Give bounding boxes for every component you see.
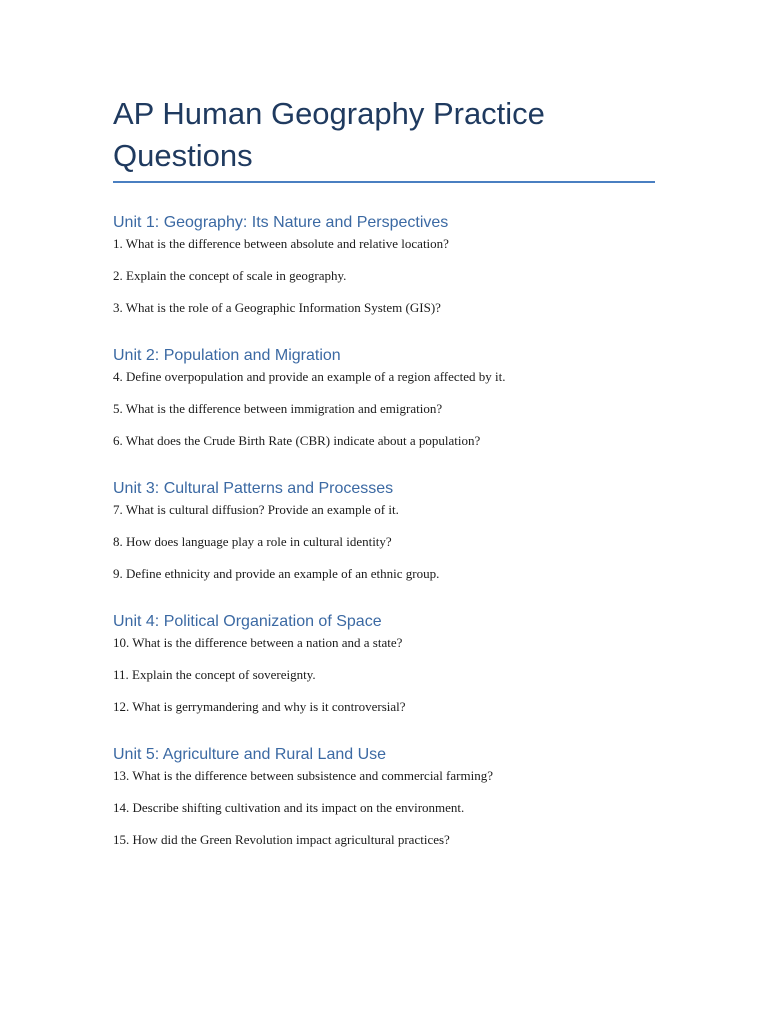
unit-section-3 xyxy=(113,479,656,582)
document-page xyxy=(113,93,656,848)
unit-heading: Unit 4: Political Organization of Space xyxy=(113,613,382,630)
unit-heading: Unit 1: Geography: Its Nature and Perspectives xyxy=(113,214,449,231)
question-item: 7. What is cultural diffusion? Provide an example of it. xyxy=(113,502,399,517)
unit-section-4 xyxy=(113,612,656,715)
question-item: 1. What is the difference between absolute and relative location? xyxy=(113,236,449,251)
unit-section-5 xyxy=(113,745,656,848)
question-item: 6. What does the Crude Birth Rate (CBR) indicate about a population? xyxy=(113,433,481,448)
question-item: 14. Describe shifting cultivation and its impact on the environment. xyxy=(113,800,465,815)
question-item: 13. What is the difference between subsistence and commercial farming? xyxy=(113,768,493,783)
question-item: 15. How did the Green Revolution impact agricultural practices? xyxy=(113,832,450,847)
document-title: AP Human Geography Practice Questions xyxy=(113,96,545,173)
question-item: 9. Define ethnicity and provide an example of an ethnic group. xyxy=(113,566,440,581)
question-item: 12. What is gerrymandering and why is it controversial? xyxy=(113,699,406,714)
unit-heading: Unit 5: Agriculture and Rural Land Use xyxy=(113,746,387,763)
unit-heading: Unit 2: Population and Migration xyxy=(113,347,341,364)
unit-heading: Unit 3: Cultural Patterns and Processes xyxy=(113,480,394,497)
question-item: 4. Define overpopulation and provide an example of a region affected by it. xyxy=(113,369,506,384)
question-item: 8. How does language play a role in cultural identity? xyxy=(113,534,392,549)
question-item: 11. Explain the concept of sovereignty. xyxy=(113,667,316,682)
unit-section-2 xyxy=(113,346,656,449)
question-item: 5. What is the difference between immigration and emigration? xyxy=(113,401,443,416)
unit-section-1 xyxy=(113,213,656,316)
question-item: 3. What is the role of a Geographic Information System (GIS)? xyxy=(113,300,441,315)
title-divider xyxy=(113,181,655,183)
question-item: 2. Explain the concept of scale in geography. xyxy=(113,268,347,283)
question-item: 10. What is the difference between a nation and a state? xyxy=(113,635,403,650)
